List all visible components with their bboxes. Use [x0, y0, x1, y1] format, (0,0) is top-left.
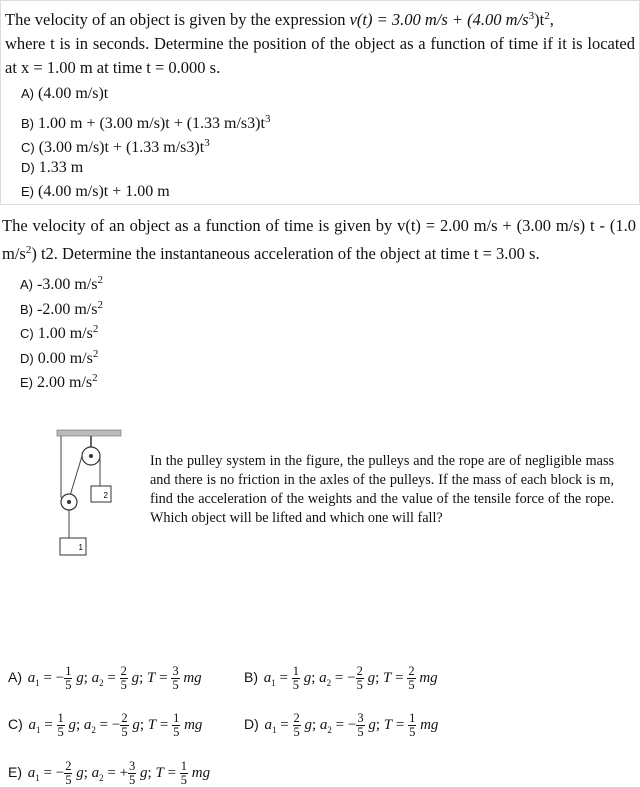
q2-sup: 2	[25, 244, 32, 256]
option-letter: E)	[20, 375, 33, 390]
question-3	[0, 420, 640, 787]
fraction: $\frac{2}{5}$	[120, 664, 127, 692]
option-sup: 2	[97, 274, 103, 286]
q1-option-b[interactable]	[21, 107, 639, 132]
q2-option-b[interactable]	[20, 293, 640, 318]
option-text: -3.00 m/s	[37, 276, 98, 293]
option-sup: 2	[92, 347, 99, 360]
q3-option-d[interactable]: D) $a_1$ = $\frac{2}{5}$ g; $a_2$ = − $\frac{3}{5}$ g; T = $\frac{1}{5}$ mg	[244, 711, 439, 739]
fraction: $\frac{1}{5}$	[65, 664, 72, 692]
block-2-label: 2	[103, 491, 108, 500]
option-text: (4.00 m/s)t + 1.00 m	[38, 183, 170, 200]
q1-expr-end: )t	[534, 10, 545, 29]
q3-option-a[interactable]: A) $a_1$ = − $\frac{1}{5}$ g; $a_2$ = $\frac{2}{5}$ g; T = $\frac{3}{5}$ mg	[8, 664, 202, 692]
option-text: -2.00 m/s	[37, 300, 98, 318]
q2-option-c[interactable]	[20, 317, 640, 342]
q1-options	[21, 82, 639, 205]
q2-stem-end: ) t2. Determine the instantaneous acceleration of the object at time t = 3.00 s.	[31, 244, 540, 263]
option-letter: D)	[21, 159, 35, 175]
question-3-text: In the pulley system in the figure, the pulleys and the rope are of negligible mass and there is no friction in the axles of the pulleys. If the mass of each block is m, find the acceleration of the weights and the value of the tensile force of the rope. Which object will be lifted and which one will fall?	[150, 453, 614, 526]
option-sup: 3	[204, 137, 210, 149]
option-letter: E)	[21, 184, 34, 199]
q2-option-e[interactable]	[20, 366, 640, 391]
question-2	[0, 211, 640, 416]
fraction: $\frac{1}{5}$	[409, 711, 416, 739]
q3-option-e[interactable]: E) $a_1$ = − $\frac{2}{5}$ g; $a_2$ = + $\frac{3}{5}$ g; T = $\frac{1}{5}$ mg	[8, 759, 211, 787]
option-sup: 2	[97, 298, 103, 311]
fraction: $\frac{2}{5}$	[408, 664, 415, 692]
option-sup: 2	[92, 372, 98, 384]
q1-option-a[interactable]	[21, 82, 639, 107]
fraction: $\frac{3}{5}$	[357, 711, 364, 739]
fraction: $\frac{1}{5}$	[173, 711, 180, 739]
q1-sup2: 2	[544, 10, 550, 22]
q1-option-e[interactable]	[21, 180, 639, 205]
option-text: 2.00 m/s	[37, 374, 93, 391]
option-sup: 3	[264, 112, 271, 125]
option-letter: A)	[20, 277, 33, 292]
option-text: 1.33 m	[38, 158, 84, 176]
option-letter: B)	[21, 115, 34, 131]
fraction: $\frac{2}{5}$	[121, 711, 128, 739]
fraction: $\frac{2}{5}$	[65, 759, 72, 787]
block-2	[91, 486, 111, 502]
q3-option-b[interactable]: B) $a_1$ = $\frac{1}{5}$ g; $a_2$ = − $\frac{2}{5}$ g; T = $\frac{2}{5}$ mg	[244, 664, 438, 692]
q3-option-c[interactable]: C) $a_1$ = $\frac{1}{5}$ g; $a_2$ = − $\frac{2}{5}$ g; T = $\frac{1}{5}$ mg	[8, 711, 203, 739]
ceiling-icon	[57, 430, 121, 436]
fraction: $\frac{2}{5}$	[356, 664, 363, 692]
option-letter: C)	[21, 140, 35, 155]
q1-comma: ,	[549, 10, 554, 29]
q2-option-a[interactable]	[20, 268, 640, 293]
fraction: $\frac{3}{5}$	[172, 664, 179, 692]
option-text: 0.00 m/s	[37, 349, 93, 367]
q1-stem-text: The velocity of an object is given by the expression	[5, 10, 350, 29]
question-2-stem	[0, 211, 640, 266]
option-letter: C)	[20, 326, 34, 341]
option-letter: D)	[20, 350, 34, 366]
option-sup: 2	[92, 323, 99, 335]
fraction: $\frac{1}{5}$	[57, 711, 64, 739]
fraction: $\frac{1}{5}$	[180, 759, 188, 787]
pulley-system-figure	[55, 428, 125, 573]
option-text: 1.00 m/s	[37, 325, 93, 342]
fraction: $\frac{1}{5}$	[292, 664, 299, 692]
q1-velocity-expression: v(t) = 3.00 m/s + (4.00 m/s	[349, 10, 529, 29]
q2-option-d[interactable]	[20, 342, 640, 367]
q1-option-d[interactable]	[21, 156, 639, 181]
q1-option-c[interactable]	[21, 131, 639, 156]
question-1	[0, 0, 640, 205]
question-1-stem	[1, 1, 639, 80]
q1-stem-line2: where t is in seconds. Determine the position of the object as a function of time if it is located at x = 1.00 m at time t = 0.000 s.	[5, 34, 635, 77]
q2-stem-text: The velocity of an object as a function of time is given by v(t) = 2.00 m/s + (3.00 m/s) t - (1.0 m/s	[2, 216, 636, 263]
block-1-label: 1	[78, 543, 83, 552]
fraction: $\frac{3}{5}$	[129, 759, 136, 787]
option-text: (3.00 m/s)t + (1.33 m/s3)t	[38, 139, 205, 156]
option-text: 1.00 m + (3.00 m/s)t + (1.33 m/s3)t	[38, 114, 265, 132]
option-letter: A)	[21, 86, 34, 101]
q2-options	[20, 268, 640, 391]
fraction: $\frac{2}{5}$	[293, 711, 300, 739]
q1-sup: 3	[528, 10, 535, 22]
option-letter: B)	[20, 301, 33, 317]
option-text: (4.00 m/s)t	[38, 85, 109, 102]
